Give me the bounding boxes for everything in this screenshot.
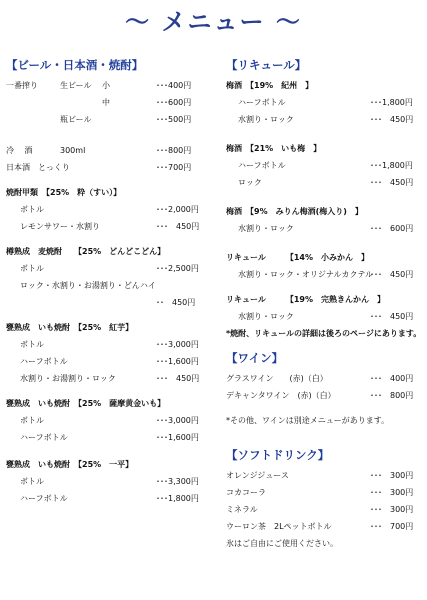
item-price: ･･･2,500円: [156, 264, 199, 273]
group-heading: 焼酎甲類 【25% 粋（すい）】: [6, 188, 122, 197]
item-price: ･･･1,800円: [370, 98, 413, 107]
item-price: ･･･1,600円: [156, 433, 199, 442]
group-heading: リキュール 【19% 完熟きんかん 】: [226, 295, 385, 304]
item-price: ･･･ 450円: [370, 115, 414, 124]
menu-row: [6, 142, 206, 159]
menu-row: [6, 260, 206, 277]
item-price: ･･･600円: [156, 98, 192, 107]
item-name: 水割り・ロック: [238, 312, 294, 321]
item-name: ハーフボトル: [238, 98, 286, 107]
sake-group: [6, 142, 206, 176]
item-price: ･･･800円: [156, 146, 192, 155]
menu-row: [6, 77, 206, 94]
imo-ippei-group: [6, 456, 206, 507]
item-price: ･･･1,800円: [156, 494, 199, 503]
item-brand: 一番搾り: [6, 81, 38, 90]
group-heading: 梅酒 【9% みりん梅酒(梅入り) 】: [226, 207, 363, 216]
item-name: オレンジジュース: [226, 471, 289, 480]
item-price: ･･･ 400円: [370, 374, 414, 383]
liqueur-kinkan-group: [226, 291, 426, 342]
item-price: ･･･400円: [156, 81, 192, 90]
item-price: ･･･3,000円: [156, 416, 199, 425]
item-name: グラスワイン (赤)（白）: [226, 374, 328, 383]
item-price: ･･･3,000円: [156, 340, 199, 349]
section-header-soft-drinks: 【ソフトドリンク】: [226, 448, 330, 462]
group-heading: 樽熟成 麦焼酎 【25% どんどこどん】: [6, 247, 166, 256]
menu-row: [226, 157, 426, 174]
menu-row: [6, 94, 206, 111]
item-name: ハーフボトル: [20, 357, 68, 366]
menu-row: [226, 174, 426, 191]
group-heading: 甕熟成 いも焼酎 【25% 一平】: [6, 460, 134, 469]
item-name: ハーフボトル: [20, 494, 68, 503]
item-name: ボトル: [20, 416, 44, 425]
menu-row: [226, 518, 426, 535]
item-name: レモンサワー・水割り: [20, 222, 100, 231]
group-heading: 梅酒 【21% いも梅 】: [226, 144, 322, 153]
item-price: ･･･ 300円: [370, 488, 414, 497]
liqueur-note: *焼酎、リキュールの詳細は後ろのページにあります。: [226, 329, 422, 338]
wine-group: [226, 370, 426, 404]
section-header-beer-sake-shochu: 【ビール・日本酒・焼酎】: [6, 58, 144, 72]
menu-row: [6, 111, 206, 128]
item-name: ボトル: [20, 264, 44, 273]
ume-imoume-group: [226, 140, 426, 191]
menu-row: [6, 201, 206, 218]
menu-row: [226, 387, 426, 404]
item-name: 冷 酒: [6, 146, 33, 155]
menu-row: [6, 473, 206, 490]
menu-row: [226, 467, 426, 484]
item-name: 瓶ビール: [60, 115, 92, 124]
item-name: 水割り・お湯割り・ロック: [20, 374, 116, 383]
menu-row: [6, 159, 206, 176]
item-size: 小: [102, 81, 110, 90]
menu-row: [6, 490, 206, 507]
ume-mirin-group: [226, 203, 426, 237]
menu-row: [6, 370, 206, 387]
item-price: ･･･ 450円: [370, 270, 414, 279]
section-header-liqueur: 【リキュール】: [226, 58, 307, 72]
imo-beni-group: [6, 319, 206, 387]
group-heading: 甕熟成 いも焼酎 【25% 紅芋】: [6, 323, 134, 332]
item-size: 300ml: [60, 146, 86, 155]
item-price: ･･･1,600円: [156, 357, 199, 366]
item-price: ･･･1,800円: [370, 161, 413, 170]
item-price: ･･･ 700円: [370, 522, 414, 531]
beer-group: [6, 77, 206, 128]
item-price: ･･･ 300円: [370, 505, 414, 514]
item-price: ･･･ 450円: [370, 178, 414, 187]
item-name: ハーフボトル: [238, 161, 286, 170]
item-price: ･･･700円: [156, 163, 192, 172]
item-name: デキャンタワイン (赤)（白）: [226, 391, 336, 400]
item-price: ･･･ 450円: [370, 312, 414, 321]
section-header-wine: 【ワイン】: [226, 351, 284, 365]
item-name: 水割り・ロック: [238, 224, 294, 233]
item-name: ハーフボトル: [20, 433, 68, 442]
item-name: ボトル: [20, 205, 44, 214]
item-price: ･･ 450円: [156, 298, 196, 307]
menu-row: [226, 266, 426, 283]
item-name: ウーロン茶 2Lペットボトル: [226, 522, 332, 531]
item-name: 日本酒 とっくり: [6, 163, 70, 172]
wine-note: *その他、ワインは別途メニューがあります。: [226, 416, 390, 425]
left-column: [6, 57, 206, 515]
menu-row: [226, 484, 426, 501]
item-name: ボトル: [20, 477, 44, 486]
item-price: ･･･ 800円: [370, 391, 414, 400]
item-price: ･･･2,000円: [156, 205, 199, 214]
menu-row: [226, 308, 426, 325]
item-price: ･･･ 300円: [370, 471, 414, 480]
item-price: ･･･500円: [156, 115, 192, 124]
menu-row: [6, 294, 206, 311]
imo-kogane-group: [6, 395, 206, 446]
item-price: ･･･ 450円: [156, 222, 200, 231]
menu-row: [226, 220, 426, 237]
item-name: ミネラル: [226, 505, 258, 514]
soft-drink-group: [226, 467, 426, 552]
item-name: ロック・水割り・お湯割り・どんハイ: [20, 281, 156, 290]
item-name: ボトル: [20, 340, 44, 349]
item-name: 生ビール: [60, 81, 92, 90]
menu-row: [6, 277, 206, 294]
menu-title: ～ メニュー ～: [125, 8, 302, 36]
item-name: 水割り・ロック: [238, 115, 294, 124]
menu-row: [226, 94, 426, 111]
menu-row: [6, 412, 206, 429]
item-price: ･･･ 450円: [156, 374, 200, 383]
group-heading: 梅酒 【19% 紀州 】: [226, 81, 314, 90]
liqueur-mikan-group: [226, 249, 426, 283]
group-heading: 甕熟成 いも焼酎 【25% 薩摩黄金いも】: [6, 399, 166, 408]
item-size: 中: [102, 98, 110, 107]
item-name: コカコーラ: [226, 488, 266, 497]
item-name: 水割り・ロック・オリジナルカクテル: [238, 270, 374, 279]
menu-row: [6, 353, 206, 370]
menu-row: [226, 111, 426, 128]
item-price: ･･･ 600円: [370, 224, 414, 233]
group-heading: リキュール 【14% 小みかん 】: [226, 253, 369, 262]
menu-row: [6, 218, 206, 235]
ice-note: 氷はご自由にご使用ください。: [226, 539, 338, 548]
right-column: [226, 57, 426, 560]
menu-row: [6, 336, 206, 353]
menu-row: [226, 370, 426, 387]
menu-row: [226, 501, 426, 518]
item-name: ロック: [238, 178, 262, 187]
koshu-group: [6, 184, 206, 235]
item-price: ･･･3,300円: [156, 477, 199, 486]
ume-kishu-group: [226, 77, 426, 128]
mugi-group: [6, 243, 206, 311]
menu-row: [6, 429, 206, 446]
